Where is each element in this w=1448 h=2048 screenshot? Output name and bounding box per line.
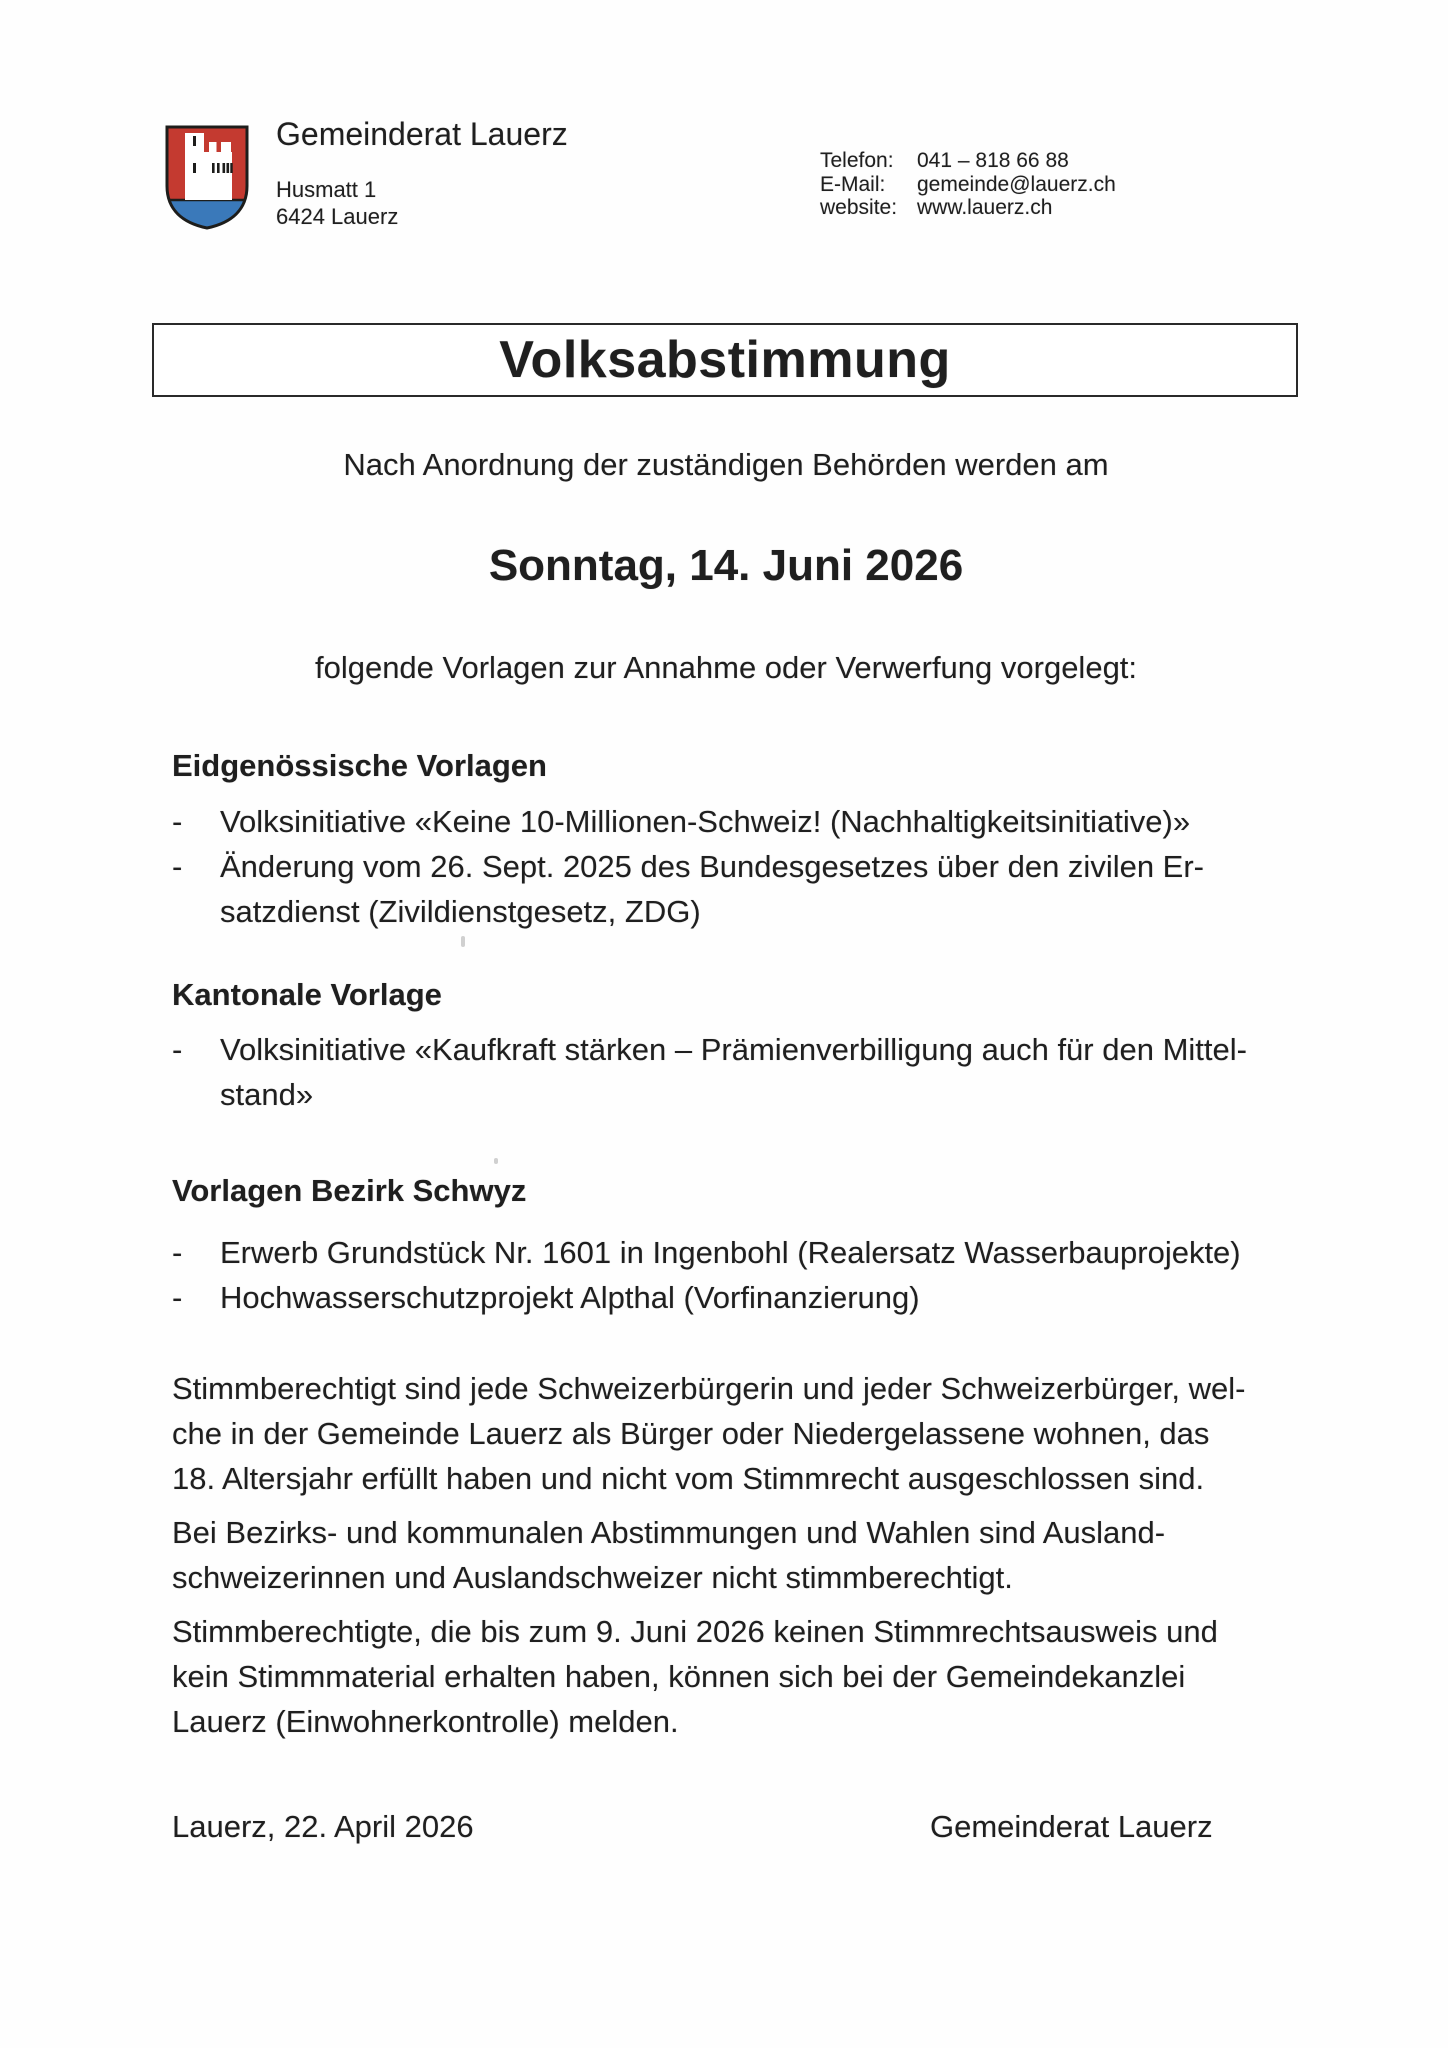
- list-marker: -: [172, 849, 183, 884]
- section-heading-federal: Eidgenössische Vorlagen: [172, 748, 547, 783]
- org-address-line2: 6424 Lauerz: [276, 204, 399, 229]
- org-name: Gemeinderat Lauerz: [276, 116, 568, 152]
- org-address-line1: Husmatt 1: [276, 177, 377, 202]
- section-items-district: [172, 1230, 1312, 1320]
- paragraph-line: kein Stimmmaterial erhalten haben, können sich bei der Gemeindekanzlei: [172, 1659, 1186, 1694]
- scan-speck: [461, 936, 465, 947]
- body-paragraphs: [172, 1366, 1312, 1753]
- list-item: [172, 1230, 1312, 1275]
- page-title: Volksabstimmung: [499, 331, 951, 389]
- list-item: [172, 844, 1312, 934]
- paragraph-line: schweizerinnen und Auslandschweizer nicht stimmberechtigt.: [172, 1560, 1013, 1595]
- phone-value: 041 – 818 66 88: [917, 149, 1069, 172]
- paragraph-line: 18. Altersjahr erfüllt haben und nicht vom Stimmrecht ausgeschlossen sind.: [172, 1461, 1205, 1496]
- list-marker: -: [172, 1032, 183, 1067]
- list-item-line: Volksinitiative «Kaufkraft stärken – Prämienverbilligung auch für den Mittel-: [220, 1032, 1247, 1067]
- list-marker: -: [172, 1235, 183, 1270]
- purpose-line: folgende Vorlagen zur Annahme oder Verwerfung vorgelegt:: [314, 650, 1138, 685]
- list-item-line: Erwerb Grundstück Nr. 1601 in Ingenbohl (Realersatz Wasserbauprojekte): [220, 1235, 1241, 1270]
- list-item-line: Volksinitiative «Keine 10-Millionen-Schweiz! (Nachhaltigkeitsinitiative)»: [220, 804, 1191, 839]
- list-marker: -: [172, 1280, 183, 1315]
- contact-block: [820, 149, 1116, 220]
- footer-place-date: Lauerz, 22. April 2026: [172, 1809, 474, 1844]
- section-items-federal: [172, 799, 1312, 934]
- vote-date: Sonntag, 14. Juni 2026: [488, 541, 964, 590]
- paragraph-line: Stimmberechtigt sind jede Schweizerbürgerin und jeder Schweizerbürger, wel-: [172, 1371, 1246, 1406]
- paragraph-line: Lauerz (Einwohnerkontrolle) melden.: [172, 1704, 679, 1739]
- phone-label: Telefon:: [820, 149, 894, 172]
- list-item-line: Änderung vom 26. Sept. 2025 des Bundesgesetzes über den zivilen Er-: [220, 849, 1205, 884]
- scan-speck: [494, 1158, 498, 1164]
- list-item: [172, 1275, 1312, 1320]
- paragraph: [172, 1510, 1312, 1600]
- intro-line: Nach Anordnung der zuständigen Behörden werden am: [343, 447, 1109, 482]
- section-items-cantonal: [172, 1027, 1312, 1117]
- list-item-line: satzdienst (Zivildienstgesetz, ZDG): [220, 894, 701, 929]
- list-item-line: stand»: [220, 1077, 314, 1112]
- email-value: gemeinde@lauerz.ch: [917, 172, 1116, 196]
- website-value: www.lauerz.ch: [917, 196, 1053, 219]
- paragraph-line: Stimmberechtigte, die bis zum 9. Juni 2026 keinen Stimmrechtsausweis und: [172, 1614, 1218, 1649]
- paragraph: [172, 1366, 1312, 1501]
- paragraph-line: che in der Gemeinde Lauerz als Bürger oder Niedergelassene wohnen, das: [172, 1416, 1210, 1451]
- list-marker: -: [172, 804, 183, 839]
- title-banner: [152, 323, 1298, 397]
- section-heading-cantonal: Kantonale Vorlage: [172, 977, 442, 1012]
- section-heading-district: Vorlagen Bezirk Schwyz: [172, 1173, 527, 1208]
- email-label: E-Mail:: [820, 172, 886, 196]
- coat-of-arms-emblem: [162, 122, 252, 232]
- list-item: [172, 1027, 1312, 1117]
- website-label: website:: [820, 196, 898, 219]
- footer-signature: Gemeinderat Lauerz: [930, 1809, 1213, 1844]
- paragraph-line: Bei Bezirks- und kommunalen Abstimmungen und Wahlen sind Ausland-: [172, 1515, 1166, 1550]
- paragraph: [172, 1609, 1312, 1744]
- list-item: [172, 799, 1312, 844]
- org-address: [276, 176, 398, 230]
- list-item-line: Hochwasserschutzprojekt Alpthal (Vorfinanzierung): [220, 1280, 920, 1315]
